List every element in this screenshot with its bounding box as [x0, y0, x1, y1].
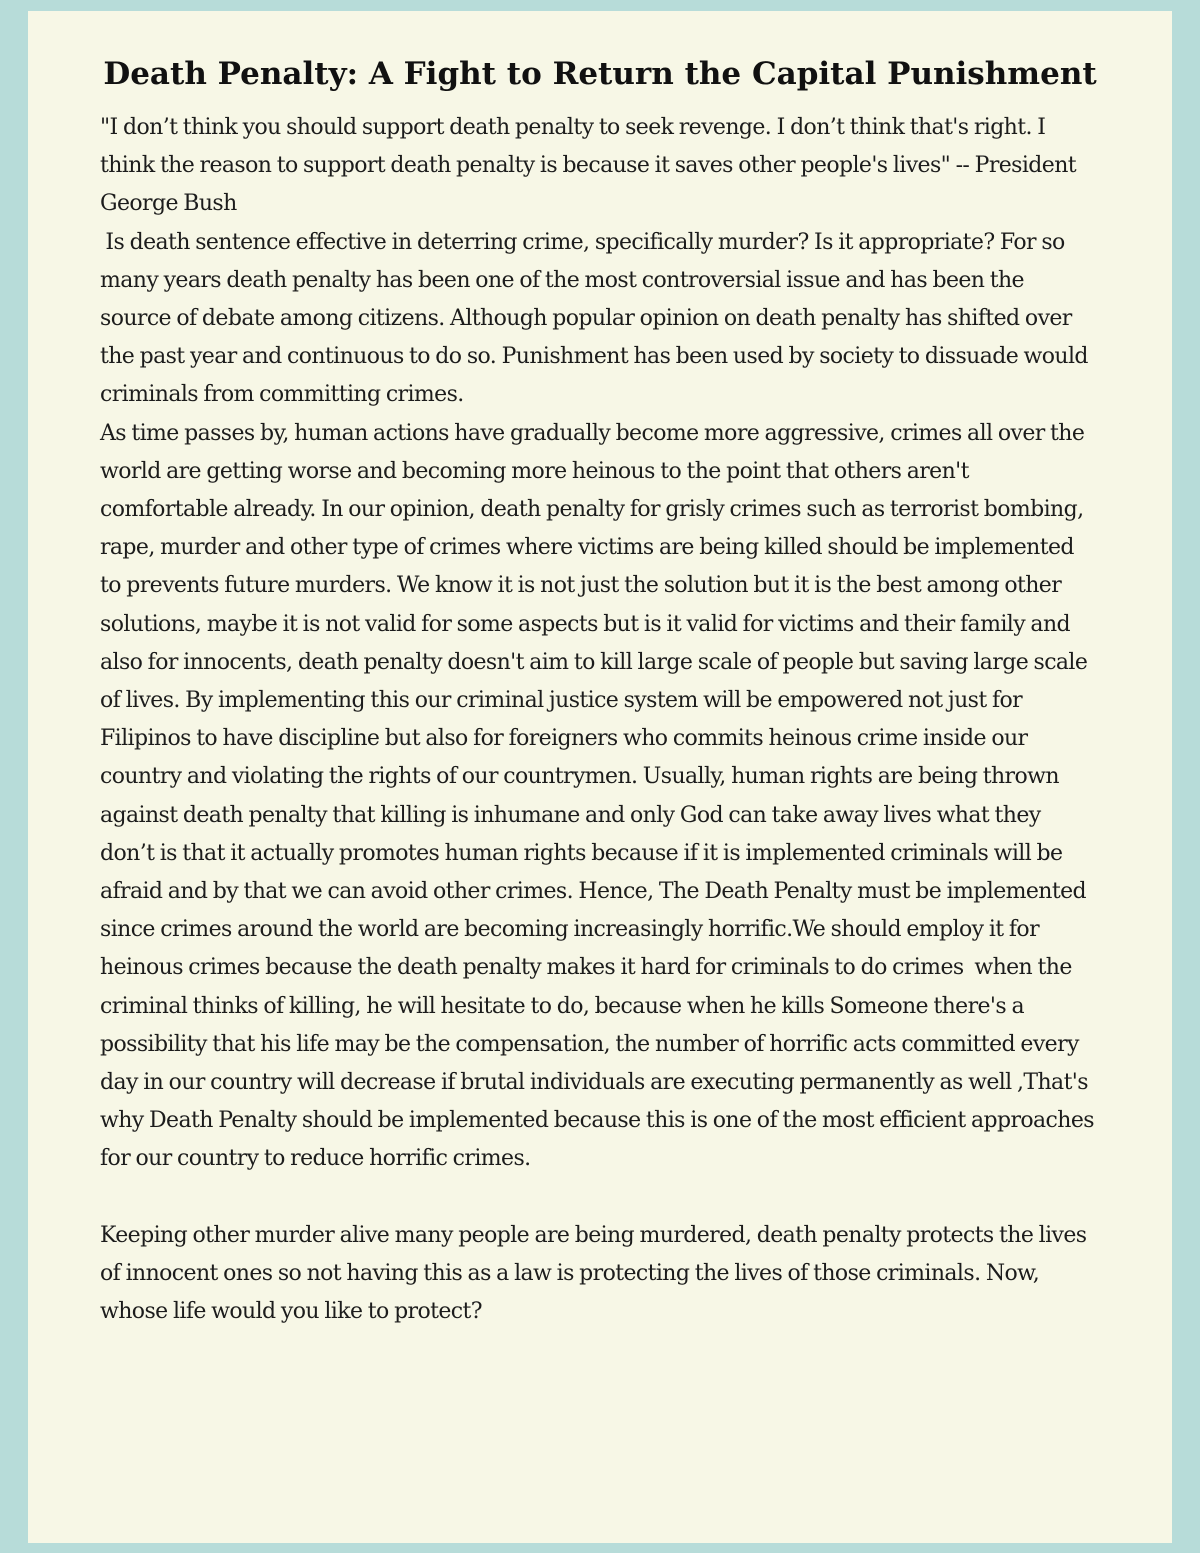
document-page — [28, 11, 1172, 1543]
argument-paragraph: As time passes by, human actions have gradually become more aggressive, crimes all over the world are getting worse and becoming more heinous to the point that others aren't comfortable already. In our opinion, death penalty for grisly crimes such as terrorist bombing, rape, murder and other type of crimes where victims are being killed should be implemented to prevents future murders. We know it is not just the solution but it is the best among other solutions, maybe it is not valid for some aspects but is it valid for victims and their family and also for innocents, death penalty doesn't aim to kill large scale of people but saving large scale of lives. By implementing this our criminal justice system will be empowered not just for Filipinos to have discipline but also for foreigners who commits heinous crime inside our country and violating the rights of our countrymen. Usually, human rights are being thrown against death penalty that killing is inhumane and only God can take away lives what they don’t is that it actually promotes human rights because if it is implemented criminals will be afraid and by that we can avoid other crimes. Hence, The Death Penalty must be implemented since crimes around the world are becoming increasingly horrific.We should employ it for heinous crimes because the death penalty makes it hard for criminals to do crimes when the criminal thinks of killing, he will hesitate to do, because when he kills Someone there's a possibility that his life may be the compensation, the number of horrific acts committed every day in our country will decrease if brutal individuals are executing permanently as well ,That's why Death Penalty should be implemented because this is one of the most efficient approaches for our country to reduce horrific crimes. — [100, 420, 1100, 1172]
conclusion-paragraph: Keeping other murder alive many people are being murdered, death penalty protects the lives of innocent ones so not having this as a law is protecting the lives of those criminals. Now, whose life would you like to protect? — [100, 1222, 1092, 1325]
intro-paragraph: Is death sentence effective in deterring crime, specifically murder? Is it appropriate? For so many years death penalty has been one of the most controversial issue and has been the source of debate among citizens. Although popular opinion on death penalty has shifted over the past year and continuous to do so. Punishment has been used by society to dissuade would criminals from committing crimes. — [100, 229, 1094, 408]
quote-paragraph: "I don’t think you should support death penalty to seek revenge. I don’t think that's right. I think the reason to support death penalty is because it saves other people's lives" -- President George Bush — [100, 115, 1082, 217]
document-body — [100, 109, 1100, 1331]
document-title: Death Penalty: A Fight to Return the Capital Punishment — [103, 56, 1097, 92]
paragraph-spacer — [100, 1179, 1100, 1217]
